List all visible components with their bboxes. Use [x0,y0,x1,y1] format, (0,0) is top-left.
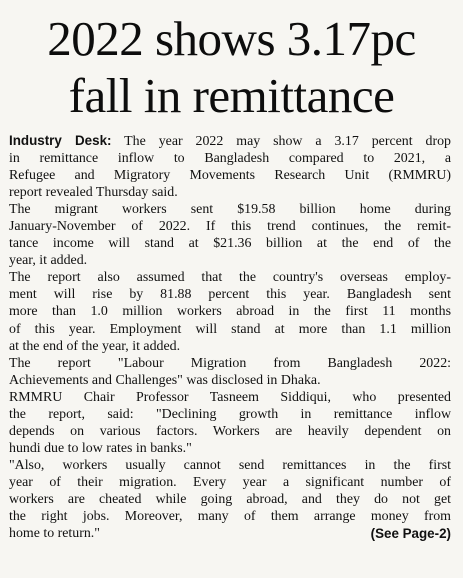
article-line: of this year. Employment will stand at more than 1.1 million [9,321,451,337]
headline [0,0,463,124]
article-line: at the end of the year, it added. [9,338,181,354]
article-line: year, it added. [9,253,88,269]
article-line: the right jobs. Moreover, many of them arrange money from [9,509,451,525]
article-line: The report also assumed that the country's overseas employ- [9,270,451,286]
article-line: the report, said: "Declining growth in remittance inflow [9,406,451,422]
article-line: hundi due to low rates in banks." [9,440,192,456]
article-line: The migrant workers sent $19.58 billion home during [9,202,451,218]
article-line: The report "Labour Migration from Bangladesh 2022: [9,355,451,371]
article-line: workers are cheated while going abroad, and they do not get [9,491,451,507]
article-line: in remittance inflow to Bangladesh compared to 2021, a [9,151,451,167]
article-line: home to return." (See Page-2) [9,526,451,542]
article-line: year of their migration. Every year a significant number of [9,474,451,490]
article-line: ment will rise by 81.88 percent this year. Bangladesh sent [9,287,451,303]
article-line: RMMRU Chair Professor Tasneem Siddiqui, who presented [9,389,451,405]
article-line: Refugee and Migratory Movements Research Unit (RMMRU) [9,168,451,184]
headline-line-2: fall in remittance [68,68,395,123]
headline-line-1: 2022 shows 3.17pc [47,11,416,66]
article-body [9,132,451,542]
article-line: January-November of 2022. If this trend continues, the remit- [9,219,451,235]
article-line: report revealed Thursday said. [9,185,178,201]
byline: Industry Desk: [9,133,112,148]
article-line: Industry Desk: The year 2022 may show a 3.17 percent drop [9,133,451,149]
article-line: more than 1.0 million workers abroad in the first 11 months [9,304,451,320]
continuation-note: (See Page-2) [370,526,451,542]
article-line: Achievements and Challenges" was disclosed in Dhaka. [9,372,321,388]
article-line: tance income will stand at $21.36 billion at the end of the [9,236,451,252]
article-line: "Also, workers usually cannot send remittances in the first [9,457,451,473]
article-line: depends on various factors. Workers are heavily dependent on [9,423,451,439]
